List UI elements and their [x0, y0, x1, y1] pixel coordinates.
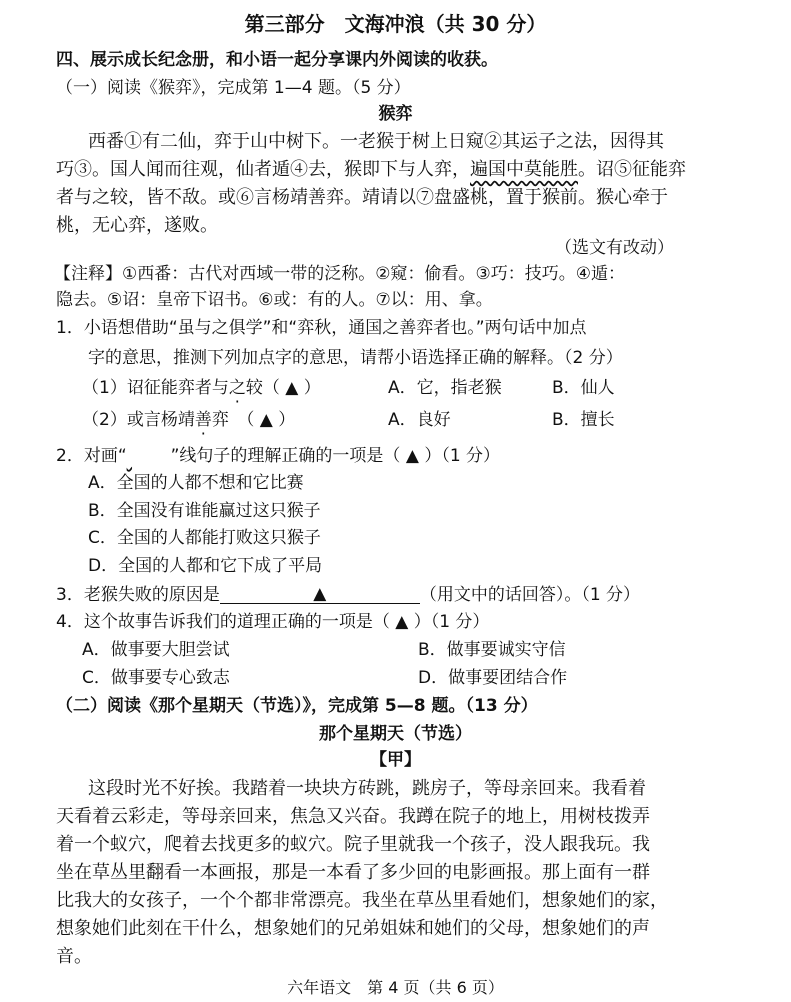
passage1-line-3: 者与之较，皆不敌。或⑥言杨靖善弈。靖请以⑦盘盛桃，置于猴前。猴心牵于	[56, 187, 668, 208]
passage2-line-3: 着一个蚁穴，爬着去找更多的蚁穴。院子里就我一个孩子，没人跟我玩。我	[56, 834, 650, 855]
passage2-line-6: 想象她们此刻在干什么，想象她们的兄弟姐妹和她们的父母，想象她们的声	[56, 918, 650, 939]
answer-blank[interactable]: ▲	[220, 586, 420, 604]
annotation-line-1: 【注释】①西番：古代对西域一带的泛称。②窥：偷看。③巧：技巧。④遁：	[54, 264, 625, 284]
passage2-line-5: 比我大的女孩子，一个个都非常漂亮。我坐在草丛里看她们，想象她们的家，	[56, 890, 668, 911]
question-1-item-1-option-a[interactable]: A．它，指老猴	[388, 378, 502, 398]
question-4-option-d[interactable]: D．做事要团结合作	[418, 668, 568, 688]
question-1-line-1: 1．小语想借助“虽与之俱学”和“弈秋，通国之善弈者也。”两句话中加点	[56, 318, 587, 338]
passage1-line-1: 西番①有二仙，弈于山中树下。一老猴于树上日窥②其运子之法，因得其	[88, 131, 664, 152]
question-4-option-c[interactable]: C．做事要专心致志	[82, 668, 230, 688]
passage2-line-4: 坐在草丛里翻看一本画报，那是一本看了多少回的电影画报。那上面有一群	[56, 862, 650, 883]
passage1-title: 猴弈	[378, 104, 413, 124]
question-4-option-b[interactable]: B．做事要诚实守信	[418, 640, 566, 660]
question-2-option-d[interactable]: D．全国的人都和它下成了平局	[88, 556, 323, 576]
wavy-underlined-sentence: 遍国中莫能胜	[470, 159, 578, 180]
passage2-title: 那个星期天（节选）	[319, 724, 472, 744]
question-1-item-2: （2）或言杨靖善弈 （ ▲ ）	[82, 410, 296, 430]
question-2-option-c[interactable]: C．全国的人都能打败这只猴子	[88, 528, 321, 548]
question-4: 4．这个故事告诉我们的道理正确的一项是（ ▲ ）（1 分）	[56, 612, 490, 632]
section-title: 第三部分 文海冲浪（共 30 分）	[244, 12, 547, 36]
wavy-line-sample	[127, 448, 171, 465]
question-1-line-2: 字的意思，推测下列加点字的意思，请帮小语选择正确的解释。（2 分）	[88, 348, 623, 368]
annotation-line-2: 隐去。⑤诏：皇帝下诏书。⑥或：有的人。⑦以：用、拿。	[56, 290, 493, 310]
question-1-item-2-option-a[interactable]: A．良好	[388, 410, 451, 430]
question-1-item-1: （1）诏征能弈者与之较（ ▲ ）	[82, 378, 321, 398]
dotted-char: 之	[228, 378, 246, 398]
page-footer: 六年语文 第 4 页（共 6 页）	[287, 978, 504, 997]
passage2-subtitle: 【甲】	[370, 750, 421, 770]
question-1-item-1-option-b[interactable]: B．仙人	[552, 378, 615, 398]
part2-heading: （二）阅读《那个星期天（节选）》，完成第 5—8 题。（13 分）	[56, 696, 538, 716]
passage2-line-2: 天看着云彩走，等母亲回来，焦急又兴奋。我蹲在院子的地上，用树枝拨弄	[56, 806, 650, 827]
passage2-line-1: 这段时光不好挨。我踏着一块块方砖跳，跳房子，等母亲回来。我看着	[88, 778, 646, 799]
question-2-option-b[interactable]: B．全国没有谁能赢过这只猴子	[88, 501, 321, 521]
question-4-option-a[interactable]: A．做事要大胆尝试	[82, 640, 230, 660]
dotted-char: 善	[194, 410, 212, 430]
question-2-option-a[interactable]: A．全国的人都不想和它比赛	[88, 473, 304, 493]
question-2: 2．对画“ ”线句子的理解正确的一项是（ ▲ ）（1 分）	[56, 446, 501, 466]
passage2-line-7: 音。	[56, 946, 92, 967]
part1-heading: （一）阅读《猴弈》，完成第 1—4 题。（5 分）	[56, 78, 411, 98]
question-1-item-2-option-b[interactable]: B．擅长	[552, 410, 615, 430]
source-note: （选文有改动）	[555, 238, 674, 258]
passage1-line-2: 巧③。国人闻而往观，仙者遁④去，猴即下与人弈，遍国中莫能胜。诏⑤征能弈	[56, 159, 686, 180]
passage1-line-4: 桃，无心弈，遂败。	[56, 215, 218, 236]
section-heading: 四、展示成长纪念册，和小语一起分享课内外阅读的收获。	[56, 50, 498, 70]
question-3: 3．老猴失败的原因是 ▲ （用文中的话回答）。（1 分）	[56, 584, 641, 605]
